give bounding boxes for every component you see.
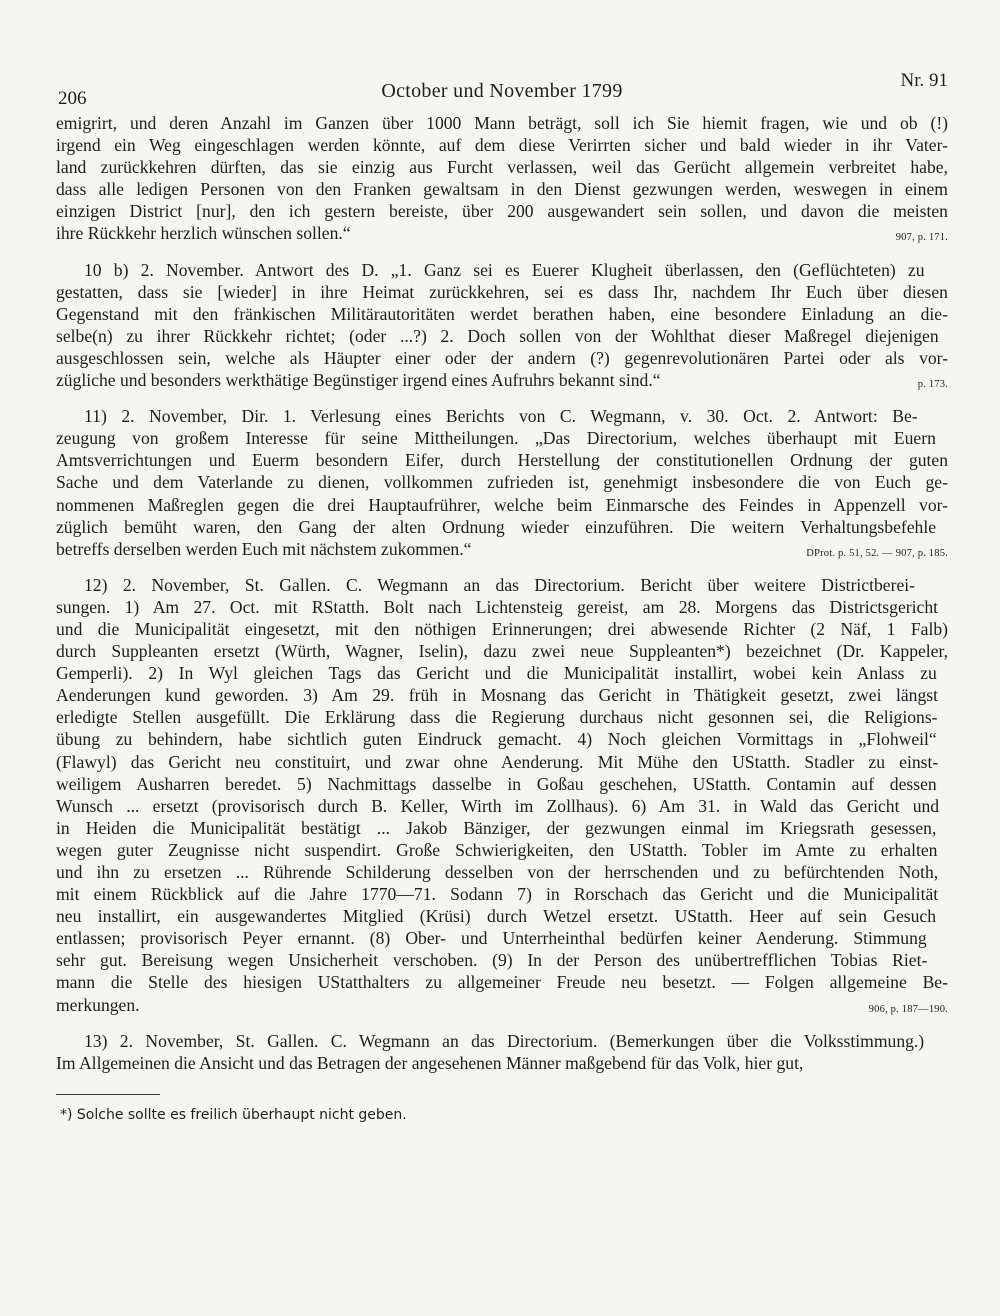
source-reference: DProt. p. 51, 52. — 907, p. 185. — [806, 547, 948, 559]
text-line: erledigte Stellen ausgefüllt. Die Erklärung dass die Regierung durchaus nicht gesonnen sei, die Religions- — [56, 707, 938, 728]
paragraph-spacer — [56, 391, 948, 405]
text-line: Gegenstand mit den fränkischen Militärautoritäten werdet berathen haben, eine besondere Einladung an die- — [56, 303, 948, 324]
text-line: züglich bemüht waren, den Gang der alten Ordnung wieder einzuführen. Die weitern Verhaltungsbefehle — [56, 516, 937, 537]
text-line: weiligem Ausharren beredet. 5) Nachmittags dasselbe in Goßau geschehen, UStatth. Contamin auf dessen — [56, 773, 937, 794]
text-line: emigrirt, und deren Anzahl im Ganzen über 1000 Mann beträgt, soll ich Sie hiemit fragen, wie und ob (!) — [56, 113, 949, 133]
text-line: in Heiden die Municipalität bestätigt ... Jakob Bänziger, der gezwungen einmal im Kriegsrath gesessen, — [56, 817, 937, 838]
text-line: Gemperli). 2) In Wyl gleichen Tags das Gericht und die Municipalität installirt, wobei kein Anlass zu — [56, 663, 937, 684]
source-reference: p. 173. — [917, 379, 948, 391]
text-line: Im Allgemeinen die Ansicht und das Betragen der angesehenen Männer maßgebend für das Volk, hier gut, — [56, 1052, 804, 1073]
text-line: sehr gut. Bereisung wegen Unsicherheit verschoben. (9) In der Person des unübertrefflichen Tobias Riet- — [56, 950, 928, 971]
source-reference: 906, p. 187—190. — [868, 1003, 948, 1015]
text-line: Sache und dem Vaterlande zu dienen, vollkommen zufrieden ist, genehmigt insbesondere die von Euch ge- — [56, 472, 948, 493]
footnote: *) Solche sollte es freilich überhaupt nicht geben. — [60, 1106, 407, 1123]
source-reference: 907, p. 171. — [895, 232, 948, 244]
running-title: October und November 1799 — [381, 80, 623, 102]
text-line: einzigen District [nur], den ich gestern bereiste, über 200 ausgewandert sein sollen, und davon die meisten — [56, 201, 948, 222]
text-line: wegen guter Zeugnisse nicht suspendirt. Große Schwierigkeiten, den UStatth. Tobler im Amte zu erhalten — [56, 839, 938, 860]
text-line: und die Municipalität eingesetzt, mit den nöthigen Erinnerungen; drei abwesende Richter (2 Näf, 1 Falb) — [56, 618, 949, 639]
text-line: mann die Stelle des hiesigen UStatthalters zu allgemeiner Freude neu besetzt. — Folgen allgemeine Be- — [56, 972, 948, 993]
page-header — [56, 66, 948, 110]
text-line: merkungen. — [56, 994, 140, 1015]
text-line: zügliche und besonders werkthätige Begünstiger irgend eines Aufruhrs bekannt sind.“ — [56, 370, 661, 391]
paragraph — [56, 259, 948, 392]
paragraph — [56, 1030, 948, 1074]
text-line: 10 b) 2. November. Antwort des D. „1. Ganz sei es Euerer Klugheit überlassen, den (Geflüchteten) zu — [84, 259, 925, 280]
text-line: neu installirt, ein ausgewandertes Mitglied (Krüsi) durch Wetzel ersetzt. UStatth. Heer auf sein Gesuch — [56, 906, 937, 927]
text-line: 13) 2. November, St. Gallen. C. Wegmann an das Directorium. (Bemerkungen über die Volksstimmung.) — [84, 1030, 925, 1051]
text-line: irgend ein Weg eingeschlagen werden könnte, auf dem diese Verirrten sicher und bald wieder in ihr Vater- — [56, 135, 948, 156]
text-line: und ihn zu ersetzen ... Rührende Schilderung desselben von der herrschenden und zu befürchtenden Noth, — [56, 862, 939, 882]
document-body — [56, 112, 948, 1074]
text-line: übung zu behindern, habe sichtlich guten Eindruck gemacht. 4) Noch gleichen Vormittags in „Flohweil“ — [56, 729, 937, 750]
text-line: entlassen; provisorisch Peyer ernannt. (8) Ober- und Unterrheinthal bedürfen keiner Aenderung. Stimmung — [56, 928, 927, 949]
paragraph — [56, 112, 948, 245]
text-line: ausgeschlossen sein, welche als Häupter einer oder der andern (?) gegenrevolutionären Partei oder als vor- — [56, 347, 949, 368]
text-line: Amtsverrichtungen und Euerm besondern Eifer, durch Herstellung der constitutionellen Ordnung der guten — [56, 450, 949, 471]
text-line: selbe(n) zu ihrer Rückkehr richtet; (oder ...?) 2. Doch sollen von der Wohlthat dieser Maßregel diejenigen — [56, 325, 939, 346]
page-number: 206 — [58, 88, 87, 109]
paragraph-spacer — [56, 245, 948, 259]
text-line: Wunsch ... ersetzt (provisorisch durch B. Keller, Wirth im Zollhaus). 6) Am 31. in Wald das Gericht und — [56, 795, 940, 816]
text-line: Aenderungen kund geworden. 3) Am 29. früh in Mosnang das Gericht in Thätigkeit gesetzt, zwei längst — [56, 685, 938, 706]
text-line: zeugung von großem Interesse für seine Mittheilungen. „Das Directorium, welches überhaupt mit Euern — [56, 428, 936, 449]
text-line: gestatten, dass sie [wieder] in ihre Heimat zurückkehren, sei es dass Ihr, nachdem Ihr Euch über diesen — [56, 281, 948, 302]
text-line: sungen. 1) Am 27. Oct. mit RStatth. Bolt nach Lichtensteig gereist, am 28. Morgens das Districtsgericht — [56, 596, 939, 617]
text-line: 11) 2. November, Dir. 1. Verlesung eines Berichts von C. Wegmann, v. 30. Oct. 2. Antwort: Be- — [84, 406, 918, 427]
document-number: Nr. 91 — [900, 70, 948, 91]
paragraph — [56, 574, 948, 1016]
text-line: nommenen Maßreglen gegen die drei Hauptaufrührer, welche beim Einmarsche des Feindes in Appenzell vor- — [56, 494, 949, 515]
text-line: mit einem Rückblick auf die Jahre 1770—71. Sodann 7) in Rorschach das Gericht und die Municipalität — [56, 884, 939, 905]
text-line: durch Suppleanten ersetzt (Würth, Wagner, Iselin), dazu zwei neue Suppleanten*) bezeichnet (Dr. Kappeler, — [56, 641, 949, 662]
text-line: land zurückkehren dürften, das sie einzig aus Furcht verlassen, weil das Gerücht allgemein verbreitet habe, — [56, 157, 948, 178]
text-line: ihre Rückkehr herzlich wünschen sollen.“ — [56, 223, 351, 244]
text-line: 12) 2. November, St. Gallen. C. Wegmann an das Directorium. Bericht über weitere Districtberei- — [84, 574, 916, 595]
paragraph — [56, 405, 948, 560]
text-line: (Flawyl) das Gericht neu constituirt, und zwar ohne Aenderung. Mit Mühe den UStatth. Stadler zu einst- — [56, 751, 939, 772]
paragraph-spacer — [56, 1016, 948, 1030]
text-line: dass alle ledigen Personen von den Franken gewaltsam in den Dienst gezwungen werden, weswegen in einem — [56, 179, 948, 200]
text-line: betreffs derselben werden Euch mit nächstem zukommen.“ — [56, 538, 472, 559]
footnote-divider — [56, 1094, 160, 1095]
